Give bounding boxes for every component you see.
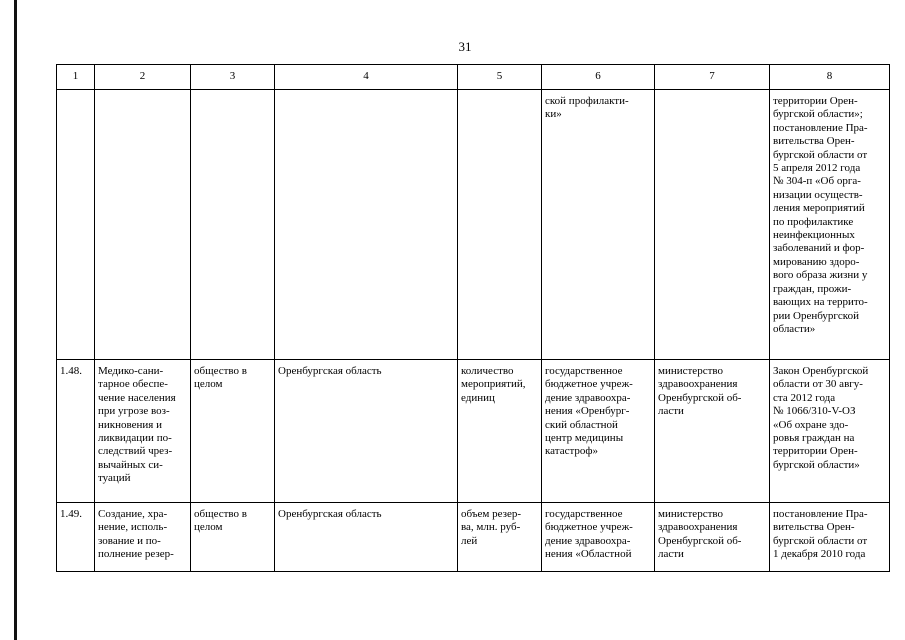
cell-text-line: ской профилакти- <box>545 95 629 107</box>
cell-text-line: вающих на террито- <box>773 296 868 309</box>
column-header: 1 <box>57 65 95 90</box>
cell-text-line: рии Оренбургской <box>773 309 859 322</box>
cell-text-line: Медико-сани- <box>98 365 164 377</box>
cell-text-line: министерство <box>658 508 724 520</box>
table-cell <box>191 503 275 572</box>
cell-text-line: никновения и <box>98 418 162 431</box>
cell-text-line: дение здравоохра- <box>545 391 631 404</box>
cell-text-line: единиц <box>461 391 495 404</box>
document-table <box>56 64 890 572</box>
cell-text-line: общество в <box>194 365 247 377</box>
table-cell <box>191 90 275 360</box>
table-cell <box>770 360 890 503</box>
table-row <box>57 90 890 360</box>
column-header: 3 <box>191 65 275 90</box>
cell-text-line: нения «Оренбург- <box>545 405 630 418</box>
column-header: 5 <box>458 65 542 90</box>
cell-text-line: бюджетное учреж- <box>545 378 633 391</box>
cell-text-line: Оренбургской об- <box>658 391 742 404</box>
cell-text-line: следствий чрез- <box>98 445 173 458</box>
cell-text-line: объем резер- <box>461 508 522 520</box>
cell-text-line: общество в <box>194 508 247 520</box>
cell-text-line: вычайных си- <box>98 458 163 471</box>
table-cell <box>95 503 191 572</box>
cell-text-line: 1 декабря 2010 года <box>773 548 866 561</box>
table-cell <box>458 90 542 360</box>
cell-text-line: ский областной <box>545 418 618 431</box>
column-header: 7 <box>655 65 770 90</box>
cell-text-line: неинфекционных <box>773 229 855 242</box>
page-number: 31 <box>458 39 472 54</box>
cell-text-line: граждан, прожи- <box>773 282 852 295</box>
cell-text-line: целом <box>194 378 223 391</box>
cell-text-line: Закон Оренбургской <box>773 365 869 377</box>
cell-text-line: низации осуществ- <box>773 188 863 201</box>
cell-text-line: здравоохранения <box>658 378 738 391</box>
column-header: 6 <box>542 65 655 90</box>
table-cell <box>191 360 275 503</box>
cell-text-line: туаций <box>98 472 131 485</box>
table-row <box>57 360 890 503</box>
cell-text-line: ки» <box>545 108 562 121</box>
cell-text-line: полнение резер- <box>98 548 174 561</box>
cell-text-line: заболеваний и фор- <box>773 242 865 255</box>
table-cell <box>275 503 458 572</box>
cell-text-line: при угрозе воз- <box>98 405 170 418</box>
cell-text-line: нение, исполь- <box>98 521 168 534</box>
cell-text-line: мированию здоро- <box>773 255 860 268</box>
cell-text-line: государственное <box>545 365 623 377</box>
table-cell <box>275 360 458 503</box>
cell-text-line: ровья граждан на <box>773 432 855 445</box>
cell-text-line: дение здравоохра- <box>545 534 631 547</box>
table-cell <box>458 360 542 503</box>
cell-text-line: «Об охране здо- <box>773 418 849 431</box>
cell-text-line: Оренбургская область <box>278 365 382 377</box>
table-cell <box>770 503 890 572</box>
cell-text-line: вительства Орен- <box>773 521 855 534</box>
table-cell <box>95 90 191 360</box>
cell-text-line: бюджетное учреж- <box>545 521 633 534</box>
cell-text-line: Создание, хра- <box>98 508 168 520</box>
header-row <box>57 65 890 90</box>
cell-text-line: бургской области» <box>773 458 860 471</box>
cell-text-line: лей <box>461 534 478 547</box>
table-cell <box>542 360 655 503</box>
table-cell <box>57 90 95 360</box>
cell-text-line: 5 апреля 2012 года <box>773 162 861 175</box>
table-cell <box>542 503 655 572</box>
cell-text-line: 1.48. <box>60 365 82 377</box>
cell-text-line: области от 30 авгу- <box>773 378 863 391</box>
cell-text-line: ления мероприятий <box>773 202 865 215</box>
cell-text-line: количество <box>461 365 514 377</box>
cell-text-line: постановление Пра- <box>773 508 868 520</box>
cell-text-line: бургской области»; <box>773 108 863 121</box>
column-header: 4 <box>275 65 458 90</box>
cell-text-line: ликвидации по- <box>98 432 172 445</box>
cell-text-line: катастроф» <box>545 445 599 458</box>
cell-text-line: постановление Пра- <box>773 121 868 134</box>
cell-text-line: № 1066/310-V-ОЗ <box>773 405 856 418</box>
cell-text-line: 1.49. <box>60 508 82 520</box>
table-cell <box>95 360 191 503</box>
table-cell <box>655 90 770 360</box>
page-edge-bar <box>14 0 17 640</box>
table-cell <box>57 503 95 572</box>
table-cell <box>655 503 770 572</box>
column-header: 2 <box>95 65 191 90</box>
table-cell <box>458 503 542 572</box>
table-cell <box>770 90 890 360</box>
cell-text-line: нения «Областной <box>545 548 632 561</box>
column-header: 8 <box>770 65 890 90</box>
cell-text-line: зование и по- <box>98 534 161 547</box>
table-cell <box>57 360 95 503</box>
cell-text-line: здравоохранения <box>658 521 738 534</box>
cell-text-line: центр медицины <box>545 432 624 445</box>
table-cell <box>655 360 770 503</box>
cell-text-line: мероприятий, <box>461 378 526 391</box>
cell-text-line: ста 2012 года <box>773 391 836 404</box>
cell-text-line: Оренбургской об- <box>658 534 742 547</box>
cell-text-line: территории Орен- <box>773 445 858 458</box>
table-cell <box>542 90 655 360</box>
cell-text-line: государственное <box>545 508 623 520</box>
cell-text-line: тарное обеспе- <box>98 378 168 391</box>
cell-text-line: № 304-п «Об орга- <box>773 175 861 188</box>
cell-text-line: вительства Орен- <box>773 135 855 148</box>
table-row <box>57 503 890 572</box>
cell-text-line: территории Орен- <box>773 95 858 107</box>
cell-text-line: министерство <box>658 365 724 377</box>
cell-text-line: целом <box>194 521 223 534</box>
cell-text-line: бургской области от <box>773 148 868 161</box>
table-cell <box>275 90 458 360</box>
cell-text-line: ласти <box>658 548 684 561</box>
cell-text-line: области» <box>773 322 816 335</box>
cell-text-line: Оренбургская область <box>278 508 382 520</box>
cell-text-line: ласти <box>658 405 684 418</box>
cell-text-line: вого образа жизни у <box>773 269 868 282</box>
cell-text-line: ва, млн. руб- <box>461 521 521 534</box>
cell-text-line: по профилактике <box>773 215 854 228</box>
cell-text-line: бургской области от <box>773 534 868 547</box>
cell-text-line: чение населения <box>98 391 176 404</box>
